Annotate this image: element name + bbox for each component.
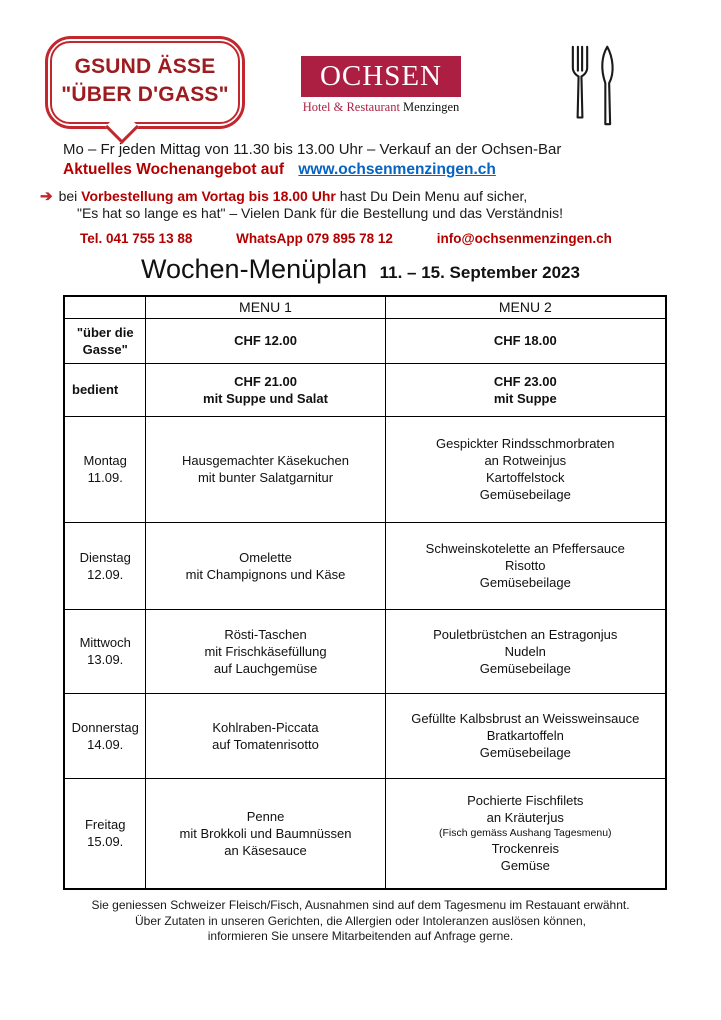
email-address[interactable]: info@ochsenmenzingen.ch (436, 231, 612, 246)
takeaway-label-line2: Gasse" (82, 341, 128, 357)
dish-line: Bratkartoffeln (486, 728, 564, 743)
monday-menu1-cell (146, 416, 385, 522)
dish-line: auf Lauchgemüse (213, 660, 318, 676)
dish-line: Kartoffelstock (486, 470, 565, 485)
header-day-cell (64, 296, 146, 318)
page-title (0, 254, 721, 285)
dish-line: mit Brokkoli und Baumnüssen (179, 825, 352, 841)
tuesday-menu2-cell (385, 522, 666, 609)
dish-line: mit bunter Salatgarnitur (197, 470, 334, 485)
footer-line2: Über Zutaten in unseren Gerichten, die Allergien oder Intoleranzen auslösen können, (135, 913, 586, 928)
quote-line: "Es hat so lange es hat" – Vielen Dank für die Bestellung und das Verständnis! (77, 205, 563, 221)
dish-line: Rösti-Taschen (224, 626, 307, 642)
phone-number: Tel. 041 755 13 88 (80, 231, 193, 246)
served-menu2-note: mit Suppe (493, 390, 557, 406)
dish-line: Risotto (505, 558, 546, 573)
dish-line: an Rotweinjus (484, 453, 567, 468)
thursday-day-name: Donnerstag (71, 719, 139, 735)
wednesday-day-name: Mittwoch (79, 635, 131, 650)
served-menu2-price (385, 363, 666, 416)
takeaway-menu2-price: CHF 18.00 (385, 318, 666, 363)
tuesday-menu1-cell (146, 522, 385, 609)
dish-line: Schweinskotelette an Pfeffersauce (425, 541, 625, 556)
tuesday-day-cell (64, 522, 146, 609)
dish-line: mit Champignons und Käse (185, 566, 346, 582)
dish-line: Gespickter Rindsschmorbraten (436, 436, 615, 451)
monday-day-name: Montag (83, 453, 127, 468)
dish-footnote: (Fisch gemäss Aushang Tagesmenu) (438, 827, 612, 840)
preorder-post-text: hast Du Dein Menu auf sicher, (335, 188, 528, 204)
day-row-thursday (64, 693, 666, 778)
friday-date: 15.09. (87, 834, 124, 850)
thursday-day-cell (64, 693, 146, 778)
dish-line: Omelette (239, 549, 292, 565)
ochsen-logo (301, 56, 461, 115)
header-menu1-cell: MENU 1 (146, 296, 385, 318)
day-row-tuesday (64, 522, 666, 609)
day-row-wednesday (64, 609, 666, 693)
dish-line: an Kräuterjus (486, 810, 564, 826)
contact-line (80, 231, 612, 246)
thursday-date: 14.09. (87, 736, 124, 752)
wednesday-menu1-cell (146, 609, 385, 693)
dish-line: Pouletbrüstchen an Estragonjus (433, 626, 618, 642)
dish-line: Penne (246, 808, 285, 824)
dish-line: Gemüsebeilage (479, 575, 571, 590)
badge-line2: "ÜBER D'GASS" (61, 83, 229, 107)
title-date-range: 11. – 15. September 2023 (379, 263, 580, 282)
logo-subtitle-menzingen: Menzingen (403, 100, 460, 114)
wednesday-day-cell (64, 609, 146, 693)
header-menu2-cell: MENU 2 (385, 296, 666, 318)
monday-day-cell (64, 416, 146, 522)
ochsen-logo-banner: OCHSEN (301, 56, 461, 97)
dish-line: Nudeln (504, 643, 546, 659)
wednesday-date: 13.09. (87, 652, 124, 667)
ochsen-logo-subtitle (301, 100, 461, 115)
price-row-takeaway (64, 318, 666, 363)
gsund-aesse-badge (45, 36, 245, 129)
friday-menu1-cell (146, 778, 385, 889)
tuesday-date: 12.09. (87, 566, 124, 582)
dish-line: Gefüllte Kalbsbrust an Weissweinsauce (411, 711, 640, 726)
friday-day-cell (64, 778, 146, 889)
dish-line: Gemüse (500, 858, 550, 874)
thursday-menu2-cell (385, 693, 666, 778)
dish-line: mit Frischkäsefüllung (204, 643, 327, 659)
dish-line: Hausgemachter Käsekuchen (182, 453, 349, 468)
table-header-row (64, 296, 666, 318)
website-link[interactable]: www.ochsenmenzingen.ch (298, 161, 496, 178)
menu-table (63, 295, 667, 890)
served-menu1-note: mit Suppe und Salat (203, 390, 328, 406)
monday-date: 11.09. (87, 470, 123, 485)
badge-text (50, 41, 240, 124)
wednesday-menu2-cell (385, 609, 666, 693)
served-menu1-price-line: CHF 21.00 (234, 373, 297, 389)
dish-line: Gemüsebeilage (479, 487, 571, 502)
logo-subtitle-hotel-restaurant: Hotel & Restaurant (302, 100, 400, 114)
preorder-line (40, 187, 527, 205)
monday-menu2-cell (385, 416, 666, 522)
served-menu1-price (146, 363, 385, 416)
served-label-cell: bedient (64, 363, 146, 416)
opening-hours-line: Mo – Fr jeden Mittag von 11.30 bis 13.00 Uhr – Verkauf an der Ochsen-Bar (63, 141, 562, 158)
whatsapp-number: WhatsApp 079 895 78 12 (236, 231, 393, 246)
day-row-friday (64, 778, 666, 889)
dish-line: Pochierte Fischfilets (467, 793, 584, 809)
tuesday-day-name: Dienstag (79, 549, 131, 565)
dish-line: Kohlraben-Piccata (212, 719, 319, 735)
takeaway-label-cell (64, 318, 146, 363)
price-row-served (64, 363, 666, 416)
arrow-right-icon: ➔ (40, 188, 53, 205)
preorder-highlight-text: Vorbestellung am Vortag bis 18.00 Uhr (81, 188, 336, 204)
dish-line: an Käsesauce (224, 842, 307, 858)
preorder-pre-text: bei (58, 188, 82, 204)
dish-line: Trockenreis (491, 841, 559, 857)
thursday-menu1-cell (146, 693, 385, 778)
friday-day-name: Freitag (84, 817, 126, 833)
dish-line: auf Tomatenrisotto (212, 736, 319, 752)
dish-line: Gemüsebeilage (479, 745, 571, 760)
footer-line1: Sie geniessen Schweizer Fleisch/Fisch, Ausnahmen sind auf dem Tagesmenu im Restauant erwähnt. (91, 898, 630, 912)
takeaway-label-line1: "über die (76, 324, 134, 340)
footer-line3: informieren Sie unsere Mitarbeitenden auf Anfrage gerne. (207, 929, 514, 943)
friday-menu2-cell (385, 778, 666, 889)
weekly-offer-text: Aktuelles Wochenangebot auf (63, 161, 285, 178)
served-menu2-price-line: CHF 23.00 (493, 373, 557, 389)
day-row-monday (64, 416, 666, 522)
title-main: Wochen-Menüplan (141, 254, 368, 284)
weekly-offer-line (63, 161, 496, 179)
fork-and-knife-icon (552, 42, 630, 133)
takeaway-menu1-price: CHF 12.00 (146, 318, 385, 363)
footer-disclaimer (0, 898, 721, 945)
badge-line1: GSUND ÄSSE (74, 55, 216, 78)
dish-line: Gemüsebeilage (479, 660, 571, 676)
